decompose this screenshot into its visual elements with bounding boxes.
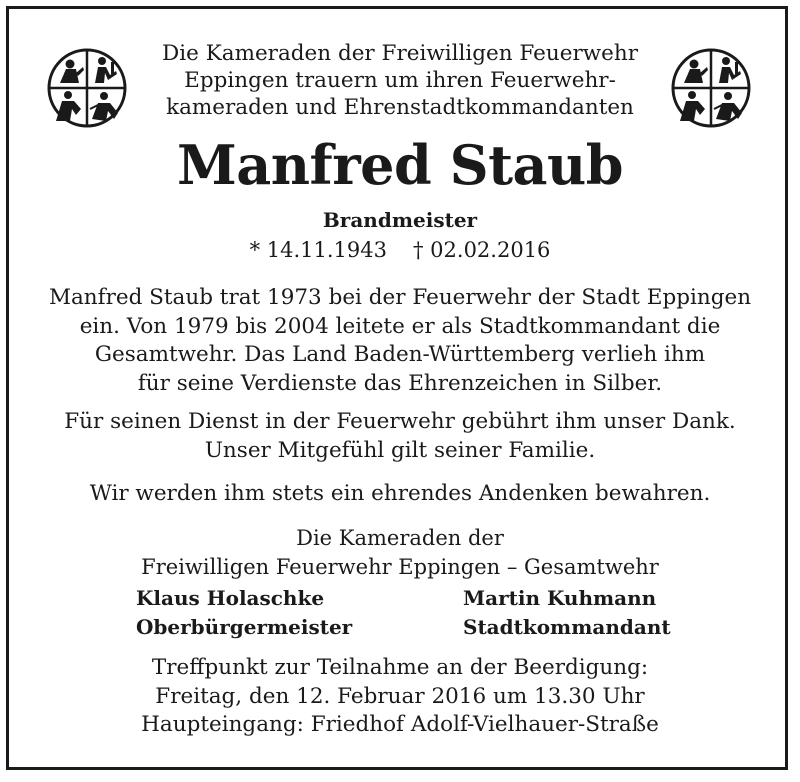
- signature-line: Freiwilligen Feuerwehr Eppingen – Gesamtwehr: [141, 554, 659, 579]
- intro-line: Eppingen trauern um ihren Feuerwehr-: [184, 68, 616, 93]
- biography-paragraph: [0, 284, 800, 398]
- paragraph-line: Für seinen Dienst in der Feuerwehr gebührt ihm unser Dank.: [64, 409, 736, 434]
- funeral-line: Treffpunkt zur Teilnahme an der Beerdigung:: [151, 655, 649, 680]
- paragraph-line: Gesamtwehr. Das Land Baden-Württemberg verlieh ihm: [94, 342, 706, 367]
- signer-name: Klaus Holaschke: [136, 586, 325, 610]
- signer-left: [136, 584, 352, 642]
- paragraph-line: Manfred Staub trat 1973 bei der Feuerwehr der Stadt Eppingen: [48, 285, 752, 310]
- intro-line: Die Kameraden der Freiwilligen Feuerwehr: [162, 41, 638, 66]
- death-date: † 02.02.2016: [413, 238, 551, 262]
- funeral-info: [0, 654, 800, 740]
- signature-block: [0, 524, 800, 581]
- funeral-line: Haupteingang: Friedhof Adolf-Vielhauer-Straße: [141, 712, 659, 737]
- funeral-line: Freitag, den 12. Februar 2016 um 13.30 Uhr: [155, 683, 645, 709]
- deceased-name: Manfred Staub: [176, 133, 624, 197]
- signature-line: Die Kameraden der: [296, 526, 504, 550]
- deceased-rank: Brandmeister: [322, 208, 478, 232]
- birth-date: * 14.11.1943: [249, 238, 387, 262]
- signer-right: [463, 584, 671, 642]
- paragraph-line: Unser Mitgefühl gilt seiner Familie.: [204, 437, 596, 463]
- memory-paragraph: [0, 480, 800, 509]
- intro-line: kameraden und Ehrenstadtkommandanten: [166, 95, 634, 120]
- paragraph-line: Wir werden ihm stets ein ehrendes Andenken bewahren.: [89, 481, 711, 506]
- signer-title: Stadtkommandant: [463, 615, 671, 639]
- paragraph-line: ein. Von 1979 bis 2004 leitete er als Stadtkommandant die: [79, 313, 721, 339]
- signer-name: Martin Kuhmann: [463, 586, 657, 610]
- signer-title: Oberbürgermeister: [136, 615, 353, 639]
- life-dates: [0, 236, 800, 264]
- intro-text: [0, 40, 800, 121]
- thanks-paragraph: [0, 408, 800, 465]
- paragraph-line: für seine Verdienste das Ehrenzeichen in Silber.: [137, 370, 663, 396]
